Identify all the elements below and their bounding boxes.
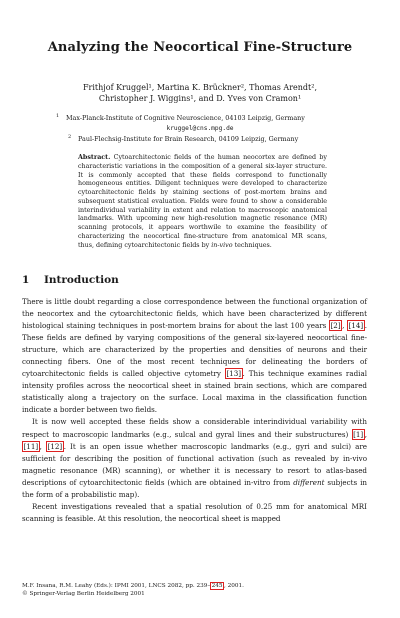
- copyright-footer: [22, 582, 367, 598]
- affiliation-number: 2: [68, 134, 72, 140]
- paragraph-3: [22, 501, 367, 525]
- citation-link[interactable]: [12]: [47, 441, 63, 451]
- paragraph-text: Recent investigations revealed that a spatial resolution of 0.25 mm for anatomical MRI scanning is feasible. At this resolution, the neocortical sheet is mapped: [22, 501, 367, 523]
- section-number: 1: [22, 274, 30, 286]
- paragraph-text: There is little doubt regarding a close correspondence between the functional organization of the neocortex and the cytoarchitectonic fields, which have been characterized by different histological staining techniques in post-mortem brains for about the last 100 years: [22, 297, 367, 331]
- section-title: Introduction: [44, 274, 119, 286]
- citation-link[interactable]: [13]: [226, 369, 242, 379]
- affiliation-text: Paul-Flechsig-Institute for Brain Research, 04109 Leipzig, Germany: [78, 135, 299, 144]
- paragraph-text: These fields are defined by varying compositions of the general six-layered neocortical fine-structure, which are characterized by the properties and densities of neurons and their connecting fibers. One of the most recent techniques for delineating the borders of cytoarchitectonic fields is called objective cytometry: [22, 333, 367, 379]
- citation-link[interactable]: [14]: [348, 321, 364, 331]
- abstract-label: Abstract.: [78, 154, 111, 161]
- affiliation-2: [68, 133, 368, 144]
- affiliation-number: 1: [56, 113, 60, 119]
- footer-copyright: © Springer-Verlag Berlin Heidelberg 2001: [22, 591, 145, 597]
- abstract: [78, 154, 327, 250]
- abstract-end: techniques.: [234, 241, 272, 249]
- body-text: [22, 296, 367, 525]
- footer-text: M.F. Insana, R.M. Leahy (Eds.): IPMI 2001, LNCS 2082, pp. 239–: [22, 583, 211, 589]
- abstract-italic: in-vivo: [211, 241, 233, 249]
- citation-link[interactable]: [1]: [353, 429, 364, 439]
- affiliation-text: Max-Planck-Institute of Cognitive Neuroscience, 04103 Leipzig, Germany: [66, 114, 305, 123]
- paragraph-text: It is now well accepted these fields show a considerable interindividual variability with respect to macroscopic landmarks (e.g., sulcal and gyral lines and their substructures): [22, 417, 367, 439]
- author-email[interactable]: kruggel@cns.mpg.de: [166, 125, 234, 132]
- paragraph-2: It is now well accepted these fields show a considerable interindividual variability with respect to macroscopic landmarks (e.g., sulcal and gyral lines and their substructures) [1] , [11] , [12] . It is an open issue whether macroscopic landmarks (e.g., gyri and sulci) are sufficient for describing the position of functional activation (such as revealed by in-vivo magnetic resonance (MR) scanning), or whether it is necessary to resort to atlas-based descriptions of cytoarchitectonic fields (which are obtained in-vitro from different subjects in the form of a probabilistic map).: [22, 417, 367, 499]
- paragraph-text: subjects in the form of a probabilistic map).: [22, 477, 367, 499]
- footer-text: , 2001.: [224, 583, 244, 589]
- footer-citation: [22, 582, 367, 590]
- abstract-text: Cytoarchitectonic fields of the human neocortex are defined by characteristic variations in the composition of a general six-layer structure. It is commonly accepted that these fields correspond to functionally homogeneous entities. Diligent techniques were developed to characterize cytoarchitectonic fields by staining sections of post-mortem brains and subsequent statistical evaluation. Fields were found to show a considerable interindividual variability in extent and relation to macroscopic anatomical landmarks. With upcoming new high-resolution magnetic resonance (MR) scanning protocols, it appears worthwile to examine the feasibility of characterizing the neocortical fine-structure from anatomical MR scans, thus, defining cytoarchitectonic fields by: [78, 154, 327, 249]
- section-heading: [22, 274, 119, 286]
- paragraph-italic: different: [293, 477, 325, 487]
- author-line-2: Christopher J. Wiggins¹, and D. Yves von Cramon¹: [98, 94, 302, 103]
- author-line-1: Frithjof Kruggel¹, Martina K. Brückner², Thomas Arendt²,: [82, 83, 318, 92]
- page-link[interactable]: 245: [211, 583, 223, 589]
- affiliation-1: [56, 112, 356, 123]
- author-list: [40, 82, 360, 104]
- citation-link[interactable]: [2]: [330, 321, 341, 331]
- paper-title: Analyzing the Neocortical Fine-Structure: [47, 40, 353, 55]
- paragraph-text: . This technique examines radial intensity profiles across the neocortical sheet in stained brain sections, which are compared statistically along a trajectory on the surface. Local maxima in the classification function indicate a border between two fields.: [22, 369, 367, 415]
- paragraph-1: There is little doubt regarding a close correspondence between the functional organization of the neocortex and the cytoarchitectonic fields, which have been characterized by different histological staining techniques in post-mortem brains for about the last 100 years [2] , [14] . These fields are defined by varying compositions of the general six-layered neocortical fine-structure, which are characterized by the properties and densities of neurons and their connecting fibers. One of the most recent techniques for delineating the borders of cytoarchitectonic fields is called objective cytometry [13] . This technique examines radial intensity profiles across the neocortical sheet in stained brain sections, which are compared statistically along a trajectory on the surface. Local maxima in the classification function indicate a border between two fields.: [22, 297, 367, 415]
- paragraph-text: . It is an open issue whether macroscopic landmarks (e.g., gyri and sulci) are sufficient for describing the position of functional activation (such as revealed by in-vivo magnetic resonance (MR) scanning), or whether it is necessary to resort to atlas-based descriptions of cytoarchitectonic fields (which are obtained in-vitro from: [22, 441, 367, 487]
- citation-link[interactable]: [11]: [23, 441, 39, 451]
